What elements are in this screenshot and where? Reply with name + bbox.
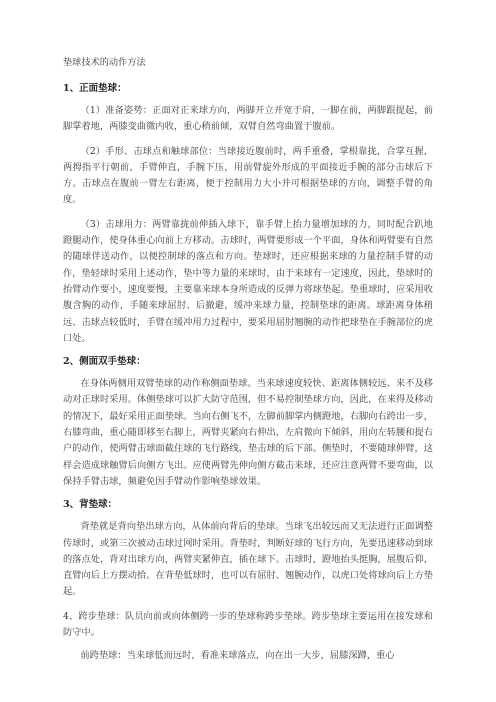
section-heading-front-dig: 1、正面垫球： bbox=[63, 83, 127, 94]
paragraph-forward-step-dig: 前跨垫球：当来球低而远时，看准来球落点，向在出一大步，屈膝深蹲，重心 bbox=[80, 650, 395, 662]
document-title: 垫球技术的动作方法 bbox=[63, 57, 146, 68]
paragraph-side-dig: 在身体两侧用双臂垫球的动作称侧面垫球。当来球速度较快、距离体侧较远、来不及移动对正球时采用。体侧垫球可以扩大防守范围，但不易控制垫球方向，因此，在来得及移动的情况下，最好采用正面垫球。当向右侧飞不，左脚前脚掌内侧蹬地，右脚向右跨出一步，右膝弯曲，重心随即移至右脚上，两臂夹紧向右伸出，左肩微向下倾斜，用向左转腰和提右户的动作，使两臂击球面截住球的飞行路线，垫击球的后下部。侧垫时，不要随球伸臂，这样会造成球触臂后向侧方飞出。应使两臂先伸向侧方截击来球，还应注意两臂不要弯曲，以保持手臂击球，频避免因手臂动作影响垫球效果。 bbox=[63, 378, 433, 487]
paragraph-hand-shape: （2）手形、击球点和触球部位：当球接近腹前时，两手重叠，掌根靠拢，合掌互握，两拇指平行朝前，手臂伸直，手腕下压，用前臂旋外形成的平面接近手腕的部分击球后下方。击球点在腹前一臂左右距离，便于控制用力大小并可根据垫球的方向，调整手臂的角度。 bbox=[63, 145, 433, 206]
section-heading-back-dig: 3、背垫球： bbox=[63, 499, 118, 511]
paragraph-back-dig: 背垫就是背向垫出球方向，从体前向背后的垫球。当球飞出较远而又无法进行正面调整传球时，或第三次被动击球过网时采用。背垫时，判断好球的飞行方向，先要迅速移动到球的落点处，背对出球方向，两臂夹紧伸直，插在球下。击球时，蹬地抬头挺胸，展腹后仰，直臂向后上方摆动拾。在背垫低球时，也可以有屈肘、翘腕动作，以虎口处将球向后上方垫起。 bbox=[63, 521, 433, 598]
paragraph-hitting-force: （3）击球用力：两臂靠拢前伸插入球下，靠手臂上抬力量增加球的力，同时配合趴地蹬腿动作，使身体重心向前上方移动。击球时，两臂要形成一个平面，身体和两臂要有自然的随球伴送动作，以便控制球的落点和方向。垫球时，还应根据来球的力量控制手臂的动作，垫轻球时采用上述动作，垫中等力量的来球时，由于来球有一定速度，因此，垫球时的抬臂动作要小，速度要慢，主要靠来球本身所造成的反弹力将球垫起。垫重球时，应采用收腹含胸的动作，手随来球屈肘、后撤避，缓冲来球力量，控制垫球的距离。球距离身体稍远、击球点较低时，手臂在缓冲用力过程中，要采用屈肘翘腕的动作把球垫在手腕部位的虎口处。 bbox=[63, 218, 433, 344]
section-heading-side-dig: 2、侧面双手垫球： bbox=[63, 356, 146, 368]
paragraph-ready-stance: （1）准备姿势：正面对正来球方向，两脚开立并宽于肩，一脚在前，两脚跟提起，前脚掌着地，两膝变曲微内收，重心稍前倾，双臂自然弯曲置于腹前。 bbox=[63, 105, 433, 133]
section-heading-step-dig: 4、跨步垫球：队员向前或向体侧跨一步的垫球称跨步垫球。跨步垫球主要运用在接发球和防守中。 bbox=[63, 610, 433, 639]
